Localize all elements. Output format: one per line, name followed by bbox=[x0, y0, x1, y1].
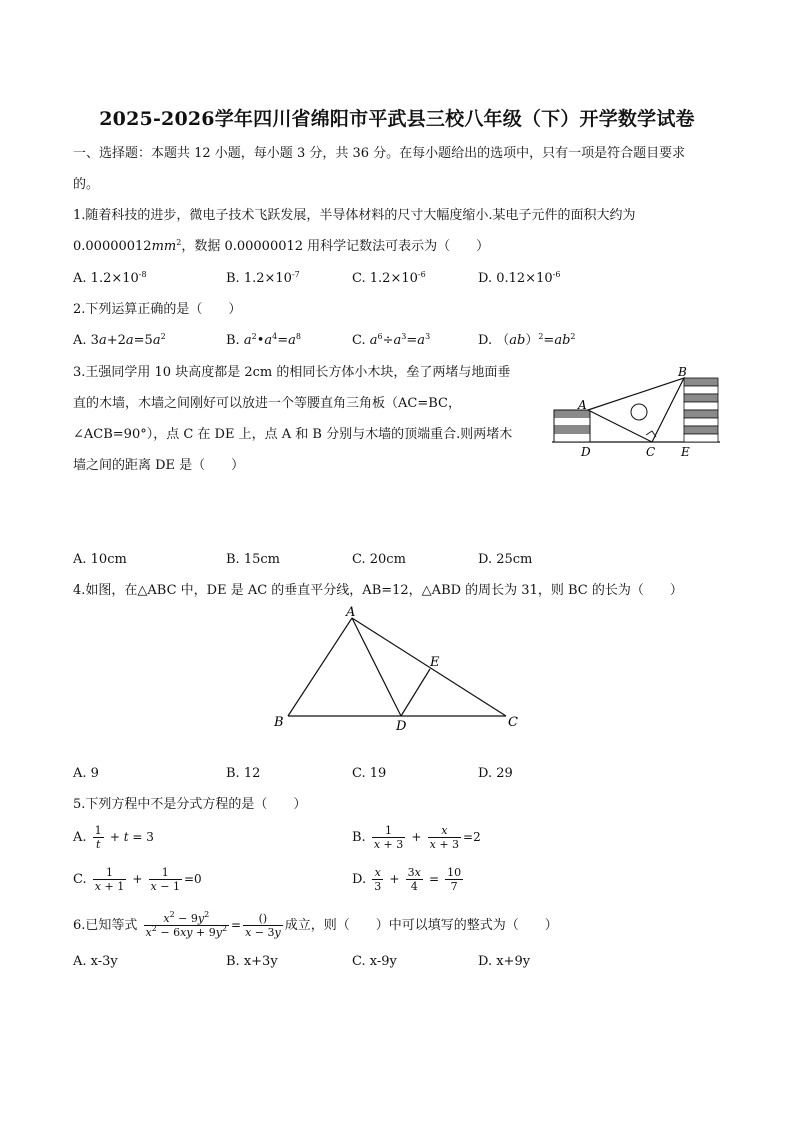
triangle-abc bbox=[288, 618, 506, 716]
q5-stem: 5.下列方程中不是分式方程的是（ ） bbox=[73, 797, 307, 812]
q2-option-a: A. $3a+2a=5a^2$ bbox=[73, 332, 166, 348]
left-wall bbox=[554, 410, 590, 442]
section-instructions-line1: 一、选择题：本题共 12 小题，每小题 3 分，共 36 分。在每小题给出的选项中，只有一项是符合题目要求 bbox=[73, 146, 686, 161]
q1-option-d: D. $0.12\times 10^{-6}$ bbox=[478, 270, 561, 286]
q1-option-b: B. $1.2\times 10^{-7}$ bbox=[226, 270, 300, 286]
q1-option-a: A. $1.2\times 10^{-8}$ bbox=[73, 270, 147, 286]
q2-option-b: B. $a^2•a^4=a^8$ bbox=[226, 332, 301, 348]
q3-stem-line1: 3.王强同学用 10 块高度都是 2cm 的相同长方体小木块，垒了两堵与地面垂 bbox=[73, 365, 511, 380]
page-title: 2025-2026学年四川省绵阳市平武县三校八年级（下）开学数学试卷 bbox=[99, 108, 695, 130]
q2-stem: 2.下列运算正确的是（ ） bbox=[73, 302, 242, 317]
q2-option-c: C. $a^6\div a^3=a^3$ bbox=[352, 332, 431, 348]
q5-option-b: B. $\frac{1}{x + 3}$ + $\frac{x}{x + 3}$ =2 bbox=[352, 824, 481, 851]
q5-option-c: C. $\frac{1}{x + 1}$ + $\frac{1}{x - 1}$ =0 bbox=[73, 866, 202, 893]
q6-option-a: A. x-3y bbox=[73, 954, 118, 969]
right-wall bbox=[684, 378, 718, 442]
q4-option-c: C. 19 bbox=[352, 766, 387, 781]
q3-option-a: A. 10cm bbox=[73, 552, 127, 567]
q6-option-d: D. x+9y bbox=[478, 954, 531, 969]
q3-option-b: B. 15cm bbox=[226, 552, 280, 567]
q3-label-e: E bbox=[681, 445, 690, 459]
q4-option-b: B. 12 bbox=[226, 766, 261, 781]
q4-label-c: C bbox=[508, 715, 518, 730]
q4-option-d: D. 29 bbox=[478, 766, 513, 781]
q6-option-c: C. x-9y bbox=[352, 954, 397, 969]
q4-label-a: A bbox=[346, 605, 356, 620]
q4-label-e: E bbox=[430, 655, 440, 670]
q1-option-c: C. $1.2\times 10^{-6}$ bbox=[352, 270, 426, 286]
q4-label-b: B bbox=[274, 715, 284, 730]
q2-option-d: D. $(ab)^2=ab^2$ bbox=[478, 332, 576, 348]
q4-stem: 4.如图，在△ABC 中，DE 是 AC 的垂直平分线，AB=12，△ABD 的周长为 31，则 BC 的长为（ ） bbox=[73, 583, 683, 598]
q3-label-d: D bbox=[581, 445, 591, 459]
q3-stem-line2: 直的木墙，木墙之间刚好可以放进一个等腰直角三角板（AC=BC， bbox=[73, 396, 461, 411]
q1-stem-line1: 1.随着科技的进步，微电子技术飞跃发展，半导体材料的尺寸大幅度缩小.某电子元件的面积大约为 bbox=[73, 208, 636, 223]
q6-option-b: B. x+3y bbox=[226, 954, 278, 969]
q3-label-c: C bbox=[646, 445, 656, 459]
set-square bbox=[588, 378, 684, 442]
q3-option-c: C. 20cm bbox=[352, 552, 406, 567]
q3-stem-line3: ∠ACB=90°），点 C 在 DE 上，点 A 和 B 分别与木墙的顶端重合.则两堵木 bbox=[73, 427, 513, 442]
q1-stem-line2: $0.00000012mm^2$，数据 0.00000012 用科学记数法可表示为（ ） bbox=[73, 238, 490, 254]
q5-option-a: A. $\frac{1}{t}$ + t = 3 bbox=[73, 824, 154, 851]
q4-option-a: A. 9 bbox=[73, 766, 99, 781]
q4-figure bbox=[268, 604, 528, 732]
q3-option-d: D. 25cm bbox=[478, 552, 533, 567]
q3-label-a: A bbox=[578, 398, 587, 412]
q5-option-d: D. $\frac{x}{3}$ + $\frac{3x}{4}$ = $\frac{10}{7}$ bbox=[352, 866, 462, 893]
q6-stem: 6.已知等式 $\frac{x^2 - 9y^2}{x^2 - 6xy + 9y^2}$ = $\frac{()}{x - 3y}$ 成立，则（ ）中可以填写的整式为（ ） bbox=[73, 910, 558, 939]
q4-label-d: D bbox=[396, 719, 407, 732]
q3-stem-line4: 墙之间的距离 DE 是（ ） bbox=[73, 458, 245, 473]
q3-label-b: B bbox=[678, 365, 687, 379]
q3-figure bbox=[548, 364, 724, 460]
section-instructions-line2: 的。 bbox=[73, 177, 100, 192]
